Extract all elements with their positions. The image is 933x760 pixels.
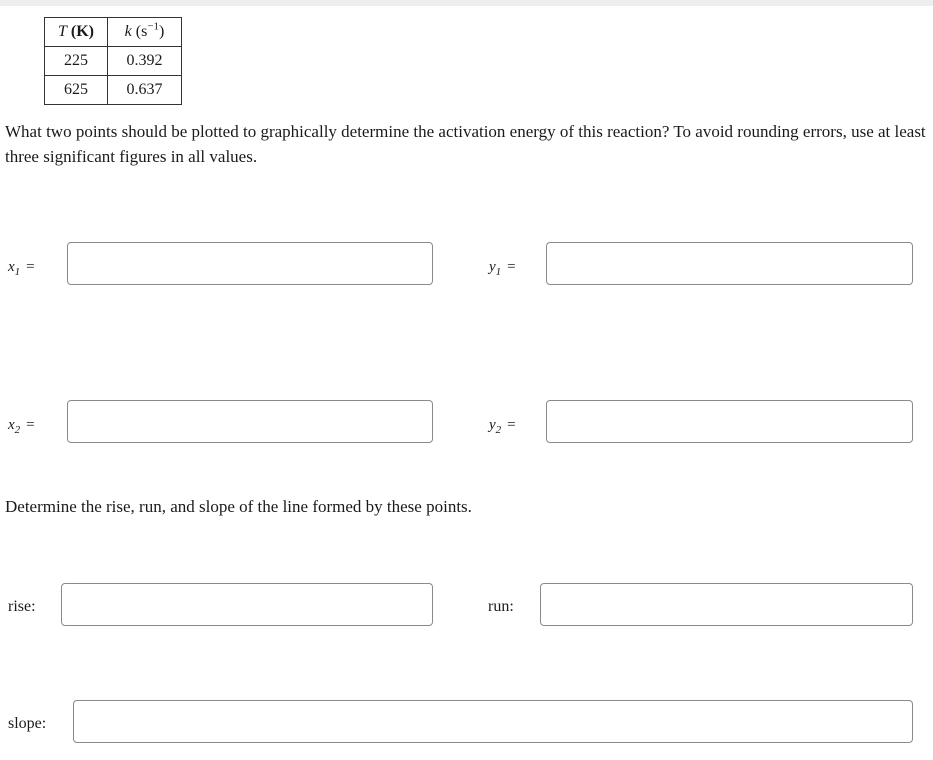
top-strip	[0, 0, 933, 6]
header-rate-constant	[108, 18, 182, 47]
rise-input[interactable]	[61, 583, 433, 626]
x2-label	[8, 415, 35, 435]
rate-symbol: k	[124, 23, 132, 40]
y1-subscript: 1	[495, 266, 502, 278]
rate-unit-open: (s	[135, 23, 148, 40]
table-cell-rate: 0.392	[108, 47, 182, 76]
x1-input[interactable]	[67, 242, 433, 285]
run-label: run:	[488, 598, 514, 615]
y1-label	[489, 257, 516, 277]
slope-label: slope:	[8, 715, 47, 732]
x2-subscript: 2	[14, 424, 21, 436]
y1-input[interactable]	[546, 242, 913, 285]
table-header-row	[45, 18, 182, 47]
table-cell-temperature: 625	[45, 76, 108, 105]
y2-label	[489, 415, 516, 435]
rate-unit-close: )	[159, 23, 165, 40]
x1-equals: =	[26, 259, 35, 275]
y2-equals: =	[507, 417, 516, 433]
x2-input[interactable]	[67, 400, 433, 443]
rise-label: rise:	[8, 598, 36, 615]
y2-input[interactable]	[546, 400, 913, 443]
y1-var: y	[489, 259, 496, 275]
question-points: What two points should be plotted to graphically determine the activation energy of this reaction? To avoid rounding errors, use at least three significant figures in all values.	[5, 122, 926, 166]
y2-var: y	[489, 417, 496, 433]
rate-unit-exponent: −1	[147, 20, 160, 33]
temp-symbol: T	[57, 23, 67, 40]
slope-input[interactable]	[73, 700, 913, 743]
y1-equals: =	[507, 259, 516, 275]
x1-subscript: 1	[14, 266, 21, 278]
data-table	[44, 17, 182, 105]
table-row	[45, 76, 182, 105]
x1-var: x	[8, 259, 15, 275]
header-temperature	[45, 18, 108, 47]
y2-subscript: 2	[495, 424, 502, 436]
table-cell-temperature: 225	[45, 47, 108, 76]
run-input[interactable]	[540, 583, 913, 626]
x1-label	[8, 257, 35, 277]
question-line: Determine the rise, run, and slope of the line formed by these points.	[5, 497, 472, 516]
table-row	[45, 47, 182, 76]
temp-unit: (K)	[70, 23, 94, 40]
table-cell-rate: 0.637	[108, 76, 182, 105]
x2-var: x	[8, 417, 15, 433]
x2-equals: =	[26, 417, 35, 433]
